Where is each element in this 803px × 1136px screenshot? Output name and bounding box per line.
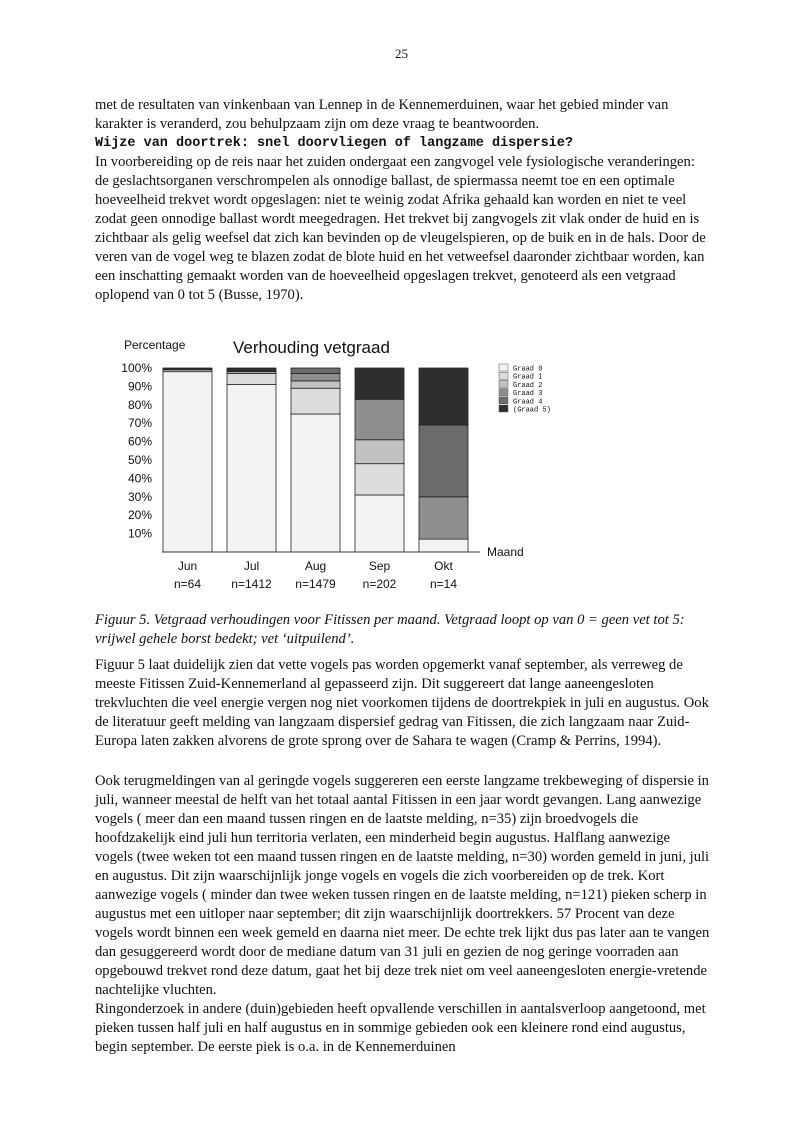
y-tick-label: 70% [127, 416, 152, 431]
bar-segment [355, 399, 404, 439]
sample-size-label: n=1479 [295, 577, 336, 591]
intro-section [95, 96, 710, 305]
legend-swatch [499, 364, 508, 371]
paragraph-group [95, 772, 710, 1057]
legend-swatch [499, 389, 508, 396]
bar-segment [419, 539, 468, 552]
legend-swatch [499, 405, 508, 412]
chart-title: Verhouding vetgraad [233, 338, 390, 357]
y-tick-label: 90% [127, 379, 152, 394]
bar-segment [291, 388, 340, 414]
bar-segment [291, 381, 340, 388]
figure-caption: Figuur 5. Vetgraad verhoudingen voor Fitissen per maand. Vetgraad loopt op van 0 = geen vet tot 5: vrijwel gehele borst bedekt; vet ‘uitpuilend’. [95, 612, 685, 647]
paragraph-2: Figuur 5 laat duidelijk zien dat vette vogels pas worden opgemerkt vanaf september, als verreweg de meeste Fitissen Zuid-Kennemerland al gepasseerd zijn. Dit suggereert dat lange aaneengesloten trekvluchten die veel energie vergen nog niet voorkomen tijdens de doortrekpiek in juli en augustus. Ook de literatuur geeft melding van langzaam dispersief gedrag van Fitissen, die zich langzaam naar Zuid-Europa laten zakken alvorens de grote sprong over de Sahara te wagen (Cramp & Perrins, 1994). [95, 657, 709, 749]
bar-segment [291, 374, 340, 381]
fat-score-chart [112, 334, 592, 604]
paragraph-4: Ringonderzoek in andere (duin)gebieden heeft opvallende verschillen in aantalsverloop aangetoond, met pieken tussen half juli en half augustus en in sommige gebieden ook een kleinere rond eind augustus, begin september. De eerste piek is o.a. in de Kennemerduinen [95, 1001, 706, 1055]
bar-segment [419, 497, 468, 539]
bar-segment [163, 368, 212, 370]
bar-segment [291, 368, 340, 374]
page-number: 25 [395, 46, 408, 61]
y-tick-label: 60% [127, 434, 152, 449]
sample-size-label: n=64 [173, 577, 202, 591]
legend-label: Graad 1 [513, 373, 543, 382]
legend-swatch [499, 380, 508, 387]
chart-ylabel: Percentage [124, 338, 186, 352]
bar-segment [355, 495, 404, 552]
y-tick-label: 20% [127, 508, 152, 523]
y-tick-label: 30% [127, 489, 152, 504]
section-heading: Wijze van doortrek: snel doorvliegen of langzame dispersie? [95, 136, 573, 151]
legend-swatch [499, 372, 508, 379]
bar-segment [419, 425, 468, 497]
bar-segment [163, 372, 212, 552]
bar-segment [227, 368, 276, 372]
chart-xlabel: Maand [487, 545, 524, 559]
legend-swatch [499, 397, 508, 404]
legend-label: Graad 2 [513, 381, 543, 390]
x-category-label: Jun [177, 559, 198, 573]
y-tick-label: 10% [127, 526, 152, 541]
x-category-label: Aug [304, 559, 327, 573]
bar-segment [227, 385, 276, 552]
legend-label: Graad 0 [513, 365, 543, 374]
bar-segment [291, 414, 340, 552]
y-tick-label: 80% [127, 397, 152, 412]
legend-label: (Graad 5) [513, 406, 551, 415]
y-tick-label: 50% [127, 453, 152, 467]
intro-paragraph: met de resultaten van vinkenbaan van Lennep in de Kennemerduinen, waar het gebied minder van karakter is veranderd, zou behulpzaam zijn om deze vraag te beantwoorden. [95, 97, 669, 132]
bar-segment [355, 464, 404, 495]
y-tick-label: 100% [121, 361, 152, 375]
x-category-label: Sep [368, 559, 391, 573]
paragraph-1: In voorbereiding op de reis naar het zuiden ondergaat een zangvogel vele fysiologische veranderingen: de geslachtsorganen verschrompelen als onnodige ballast, de spiermassa neemt toe en een optimale hoeveelheid trekvet wordt opgeslagen: niet te weinig zodat Afrika gehaald kan worden en niet te veel zodat geen onnodige ballast wordt meegedragen. Het trekvet bij zangvogels zit vlak onder de huid en is zichtbaar als gelig weefsel dat zich kan bevinden op de vleugelspieren, op de buik en in de hals. Door de veren van de vogel weg te blazen zodat de blote huid en het vetweefsel daaronder zichtbaar worden, kan een inschatting gemaakt worden van de hoeveelheid opgeslagen trekvet, genoteerd als een vetgraad oplopend van 0 tot 5 (Busse, 1970). [95, 154, 706, 303]
x-category-label: Okt [434, 559, 453, 573]
bar-segment [227, 374, 276, 385]
sample-size-label: n=1412 [231, 577, 272, 591]
paragraph-3: Ook terugmeldingen van al geringde vogels suggereren een eerste langzame trekbeweging of dispersie in juli, wanneer meestal de helft van het totaal aantal Fitissen in een jaar wordt gevangen. Lang aanwezige vogels ( meer dan een maand tussen ringen en de laatste melding, n=35) zijn broedvogels die hoofdzakelijk eind juli hun territoria verlaten, een minderheid begin augustus. Halflang aanwezige vogels (twee weken tot een maand tussen ringen en de laatste melding, n=30) worden gemeld in juni, juli en augustus. Dit zijn waarschijnlijk jonge vogels en vogels die zich voorbereiden op de trek. Kort aanwezige vogels ( minder dan twee weken tussen ringen en de laatste melding, n=121) pieken scherp in augustus met een uitloper naar september; dit zijn waarschijnlijk doortrekkers. 57 Procent van deze vogels wordt binnen een week gemeld en daarna niet meer. De echte trek lijkt dus pas later aan te vangen dan gesuggereerd wordt door de mediane datum van 31 juli en gezien de nog geringe voorraden aan opgebouwd trekvet rond deze datum, gaat het bij deze trek niet om veel aaneengesloten energie-vretende nachtelijke vluchten. [95, 773, 710, 998]
y-tick-label: 40% [127, 471, 152, 486]
x-category-label: Jul [243, 559, 260, 573]
bar-segment [355, 368, 404, 399]
sample-size-label: n=202 [362, 577, 397, 591]
sample-size-label: n=14 [429, 577, 458, 591]
bar-segment [419, 368, 468, 425]
legend-label: Graad 4 [513, 398, 543, 407]
legend-label: Graad 3 [513, 390, 543, 399]
bar-segment [355, 440, 404, 464]
